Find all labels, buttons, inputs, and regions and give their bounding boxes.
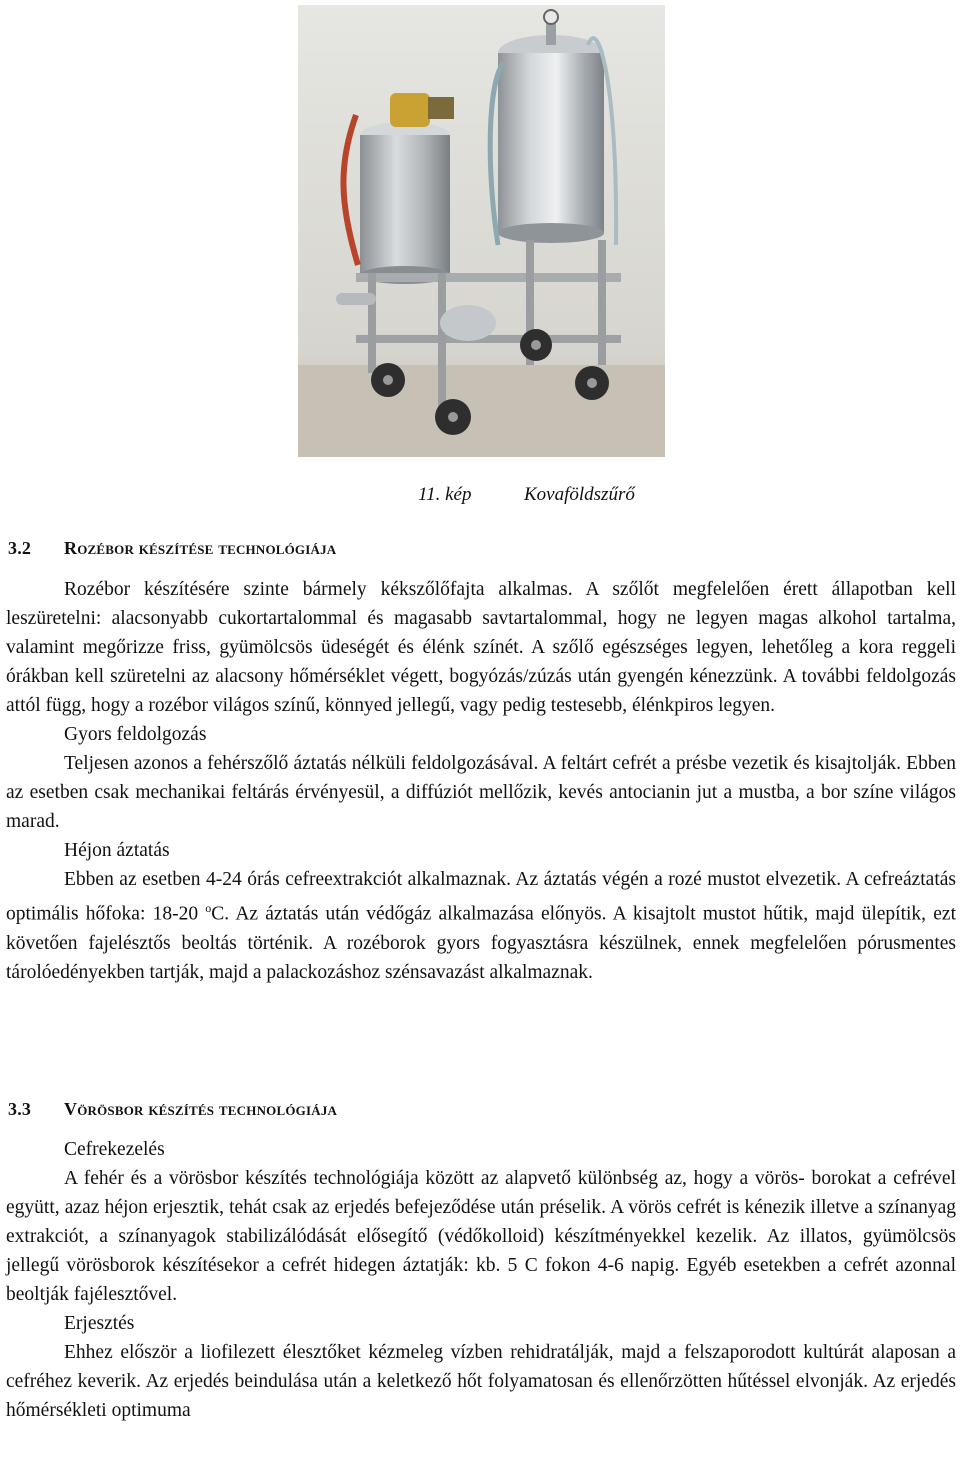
section-heading-3-3 (8, 1099, 337, 1120)
subheading-gyors: Gyors feldolgozás (64, 724, 207, 745)
section-body-3-2 (6, 575, 956, 987)
figure-title: Kovaföldszűrő (524, 484, 635, 505)
paragraph (6, 865, 956, 987)
section-title: örösbor készítés technológiája (77, 1099, 338, 1119)
section-title: ozébor készítése technológiája (77, 538, 337, 558)
degree-sup: o (205, 901, 212, 915)
section-title-initial: V (64, 1099, 78, 1119)
section-body-3-3 (6, 1135, 956, 1425)
filter-photo (298, 5, 665, 457)
paragraph: A fehér és a vörösbor készítés technológiája között az alapvető különbség az, hogy a vörös- borokat a cefrével együtt, azaz héjon erjesztik, tehát csak az erjedés befejeződése után préselik. A vörös cefrét is kénezik illetve a színanyag extrakciót, a színanyagok stabilizálódását elősegítő (védőkolloid) készítményekkel kezelik. Az illatos, gyümölcsös jellegű vörösborok készítésekor a cefrét hidegen áztatják: kb. 5 C fokon 4-6 napig. Egyéb esetekben a cefrét azonnal beoltják fajélesztővel. (6, 1168, 956, 1305)
subheading-erjesztes: Erjesztés (64, 1313, 135, 1334)
paragraph-part: C. Az áztatás után védőgáz alkalmazása előnyös. A kisajtolt mustot hűtik, majd ülepítik, ezt követően fajelésztős beoltás történik. A rozéborok gyors fogyasztásra készülnek, ennek megfelelően pórusmentes tárolóedényekben tartják, majd a palackozáshoz szénsavazást alkalmaznak. (6, 903, 956, 983)
paragraph-part: Ebben az esetben 4-24 órás cefreextrakciót alkalmaznak. Az áztatás végén a rozé mustot elvezetik. A cefreáztatás optimális hőfoka: 18-20 (6, 869, 956, 925)
paragraph: Teljesen azonos a fehérszőlő áztatás nélküli feldolgozásával. A feltárt cefrét a présbe vezetik és kisajtolják. Ebben az esetben csak mechanikai feltárás érvényesül, a diffúziót mellőzik, kevés antocianin jut a mustba, a bor színe világos marad. (6, 753, 956, 832)
section-number: 3.3 (8, 1099, 32, 1119)
subheading-cefrekezeles: Cefrekezelés (64, 1139, 165, 1160)
figure-number: 11. kép (418, 484, 472, 505)
subheading-hejon: Héjon áztatás (64, 840, 170, 861)
paragraph: Rozébor készítésére szinte bármely kékszőlőfajta alkalmas. A szőlőt megfelelően érett állapotban kell leszüretelni: alacsonyabb cukortartalommal és magasabb savtartalommal, hogy ne legyen magas alkohol tartalma, valamint megőrizze friss, gyümölcsös üdeségét és élénk színét. A szőlő egészséges legyen, lehetőleg a kora reggeli órákban kell szüretelni az alacsony hőmérséklet végett, bogyózás/zúzás után gyengén kénezzünk. A további feldolgozás attól függ, hogy a rozébor világos színű, könnyed jellegű, vagy pedig testesebb, élénkpiros legyen. (6, 579, 956, 716)
figure-caption (418, 484, 635, 506)
section-number: 3.2 (8, 538, 32, 558)
section-heading-3-2 (8, 538, 336, 559)
section-title-initial: R (64, 538, 78, 558)
paragraph: Ehhez először a liofilezett élesztőket kézmeleg vízben rehidratálják, majd a felszaporodott kultúrát alaposan a cefréhez keverik. Az erjedés beindulása után a keletkező hőt folyamatosan és ellenőrzötten hűtéssel elvonják. Az erjedés hőmérsékleti optimuma (6, 1342, 956, 1421)
